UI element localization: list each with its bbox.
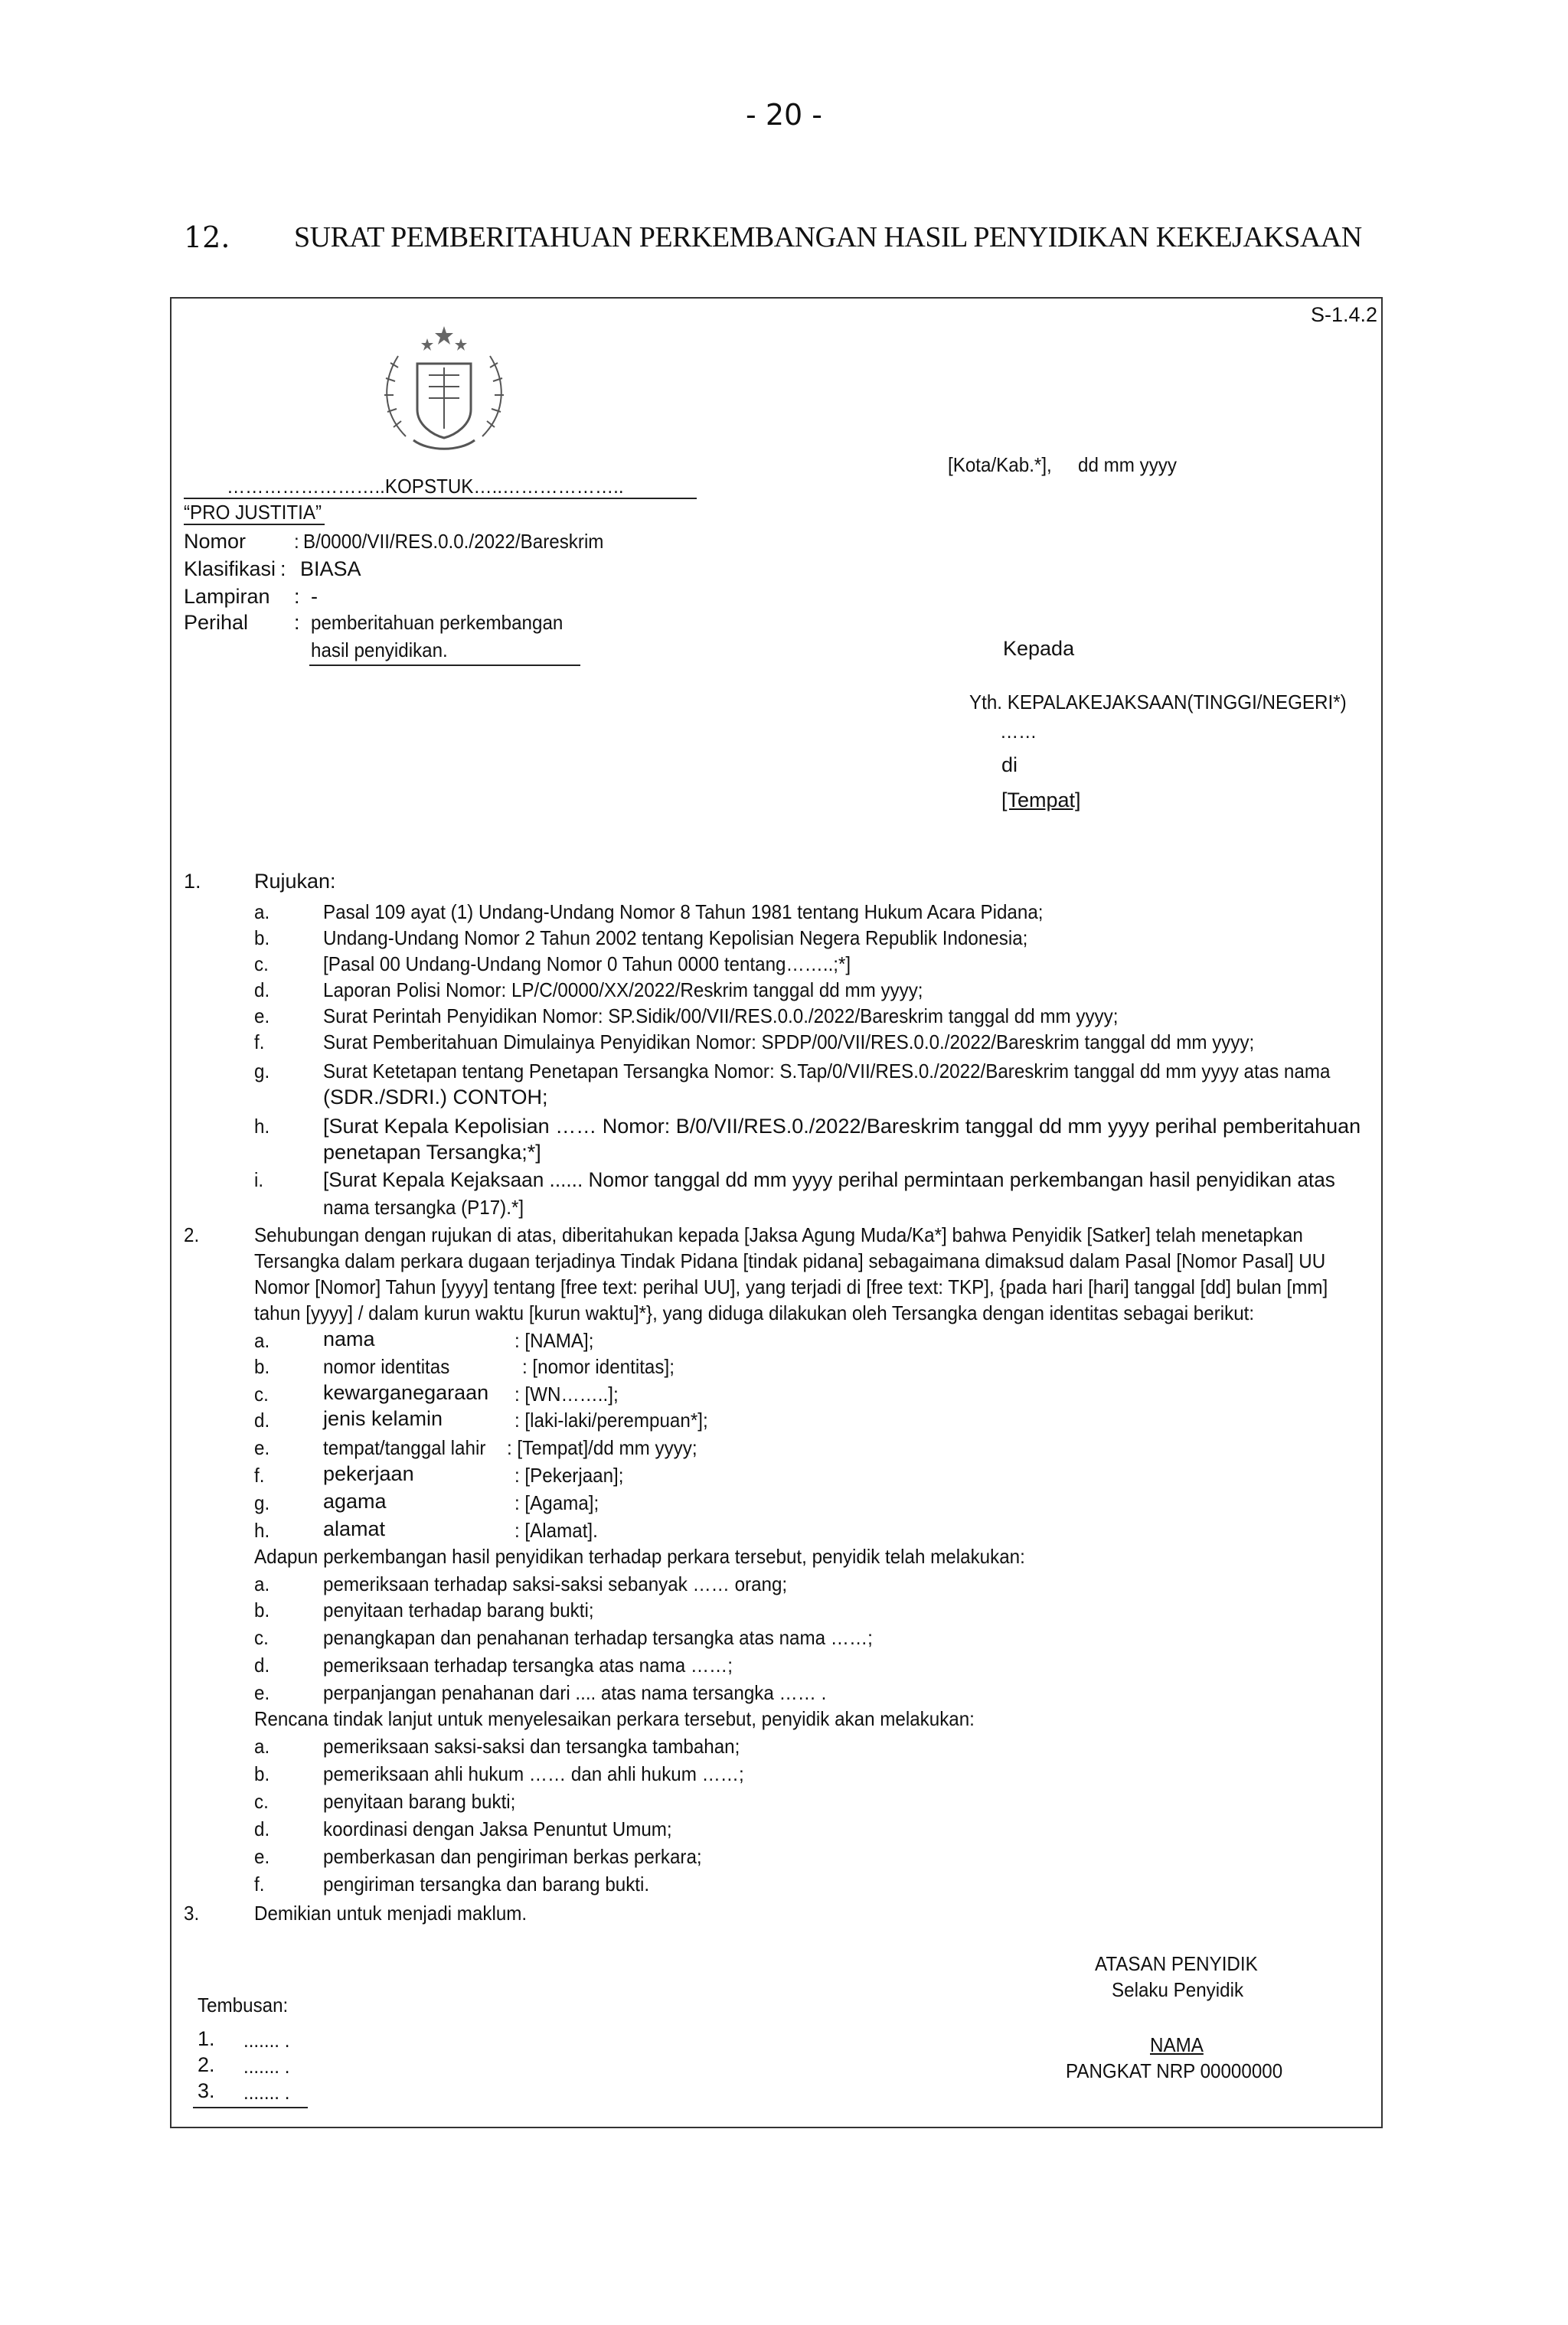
rujukan-item: [Surat Kepala Kepolisian …… Nomor: B/0/VII/RES.0./2022/Bareskrim tanggal dd mm yyyy perihal pemberitahuan — [323, 1115, 1361, 1138]
tembusan-marker: 3. — [198, 2079, 215, 2102]
tembusan-item: ....... . — [243, 2081, 290, 2104]
lampiran-label: Lampiran — [184, 585, 270, 608]
rujukan-item-cont: (SDR./SDRI.) CONTOH; — [323, 1086, 548, 1109]
rujukan-number: 1. — [184, 870, 201, 893]
plan-marker: f. — [254, 1873, 265, 1896]
form-code: S-1.4.2 — [1311, 303, 1378, 326]
lampiran-sep: : — [294, 585, 300, 608]
nomor-value: B/0000/VII/RES.0.0./2022/Bareskrim — [303, 530, 604, 553]
nomor-sep: : — [294, 530, 299, 553]
rujukan-marker: g. — [254, 1060, 270, 1082]
para3-text: Demikian untuk menjadi maklum. — [254, 1902, 528, 1925]
identity-value: : [WN……..]; — [514, 1383, 619, 1406]
perihal-value-line2: hasil penyidikan. — [311, 638, 448, 661]
rujukan-item: Surat Ketetapan tentang Penetapan Tersangka Nomor: S.Tap/0/VII/RES.0./2022/Bareskrim tanggal dd mm yyyy atas nama — [323, 1060, 1331, 1082]
rujukan-marker: i. — [254, 1168, 264, 1191]
rujukan-marker: f. — [254, 1030, 265, 1053]
identity-value: : [Pekerjaan]; — [514, 1464, 624, 1487]
plan-marker: a. — [254, 1735, 270, 1758]
identity-value: : [Agama]; — [514, 1491, 599, 1514]
tembusan-marker: 2. — [198, 2053, 215, 2076]
identity-value: : [laki-laki/perempuan*]; — [514, 1409, 708, 1432]
progress-marker: d. — [254, 1654, 270, 1677]
signature-name: NAMA — [1150, 2033, 1204, 2056]
plan-intro: Rencana tindak lanjut untuk menyelesaikan perkara tersebut, penyidik akan melakukan: — [254, 1707, 975, 1730]
rujukan-item: Pasal 109 ayat (1) Undang-Undang Nomor 8 Tahun 1981 tentang Hukum Acara Pidana; — [323, 900, 1044, 923]
signature-title: ATASAN PENYIDIK — [1095, 1952, 1258, 1975]
rujukan-item: Surat Pemberitahuan Dimulainya Penyidikan Nomor: SPDP/00/VII/RES.0.0./2022/Bareskrim tanggal dd mm yyyy; — [323, 1030, 1255, 1053]
pro-justitia-underline — [184, 524, 325, 525]
identity-marker: h. — [254, 1519, 270, 1542]
perihal-sep: : — [294, 611, 300, 634]
tembusan-marker: 1. — [198, 2027, 215, 2050]
identity-value: : [Tempat]/dd mm yyyy; — [507, 1436, 697, 1459]
identity-label: nama — [323, 1327, 375, 1350]
identity-value: : [Alamat]. — [514, 1519, 598, 1542]
identity-label: kewarganegaraan — [323, 1381, 489, 1404]
plan-marker: c. — [254, 1790, 269, 1813]
progress-item: perpanjangan penahanan dari .... atas nama tersangka …… . — [323, 1681, 827, 1704]
rujukan-item: Surat Perintah Penyidikan Nomor: SP.Sidik/00/VII/RES.0.0./2022/Bareskrim tanggal dd mm yyyy; — [323, 1004, 1119, 1027]
rujukan-item: Undang-Undang Nomor 2 Tahun 2002 tentang Kepolisian Negera Republik Indonesia; — [323, 926, 1028, 949]
identity-marker: b. — [254, 1355, 270, 1378]
plan-item: pemeriksaan ahli hukum …… dan ahli hukum ……; — [323, 1762, 744, 1785]
rujukan-item-cont: penetapan Tersangka;*] — [323, 1141, 541, 1164]
rujukan-marker: d. — [254, 978, 270, 1001]
tembusan-item: ....... . — [243, 2055, 290, 2078]
kopstuk-text: ……………………..KOPSTUK…..……………….. — [227, 475, 624, 498]
rujukan-marker: c. — [254, 952, 269, 975]
klasifikasi-sep: : — [280, 557, 286, 580]
para2-line: Tersangka dalam perkara dugaan terjadinya Tindak Pidana [tindak pidana] sebagaimana dimaksud dalam Pasal [Nomor Pasal] UU — [254, 1249, 1326, 1272]
progress-marker: e. — [254, 1681, 270, 1704]
section-number: 12. — [184, 220, 230, 254]
pro-justitia: “PRO JUSTITIA” — [184, 501, 322, 524]
progress-marker: a. — [254, 1572, 270, 1595]
para2-number: 2. — [184, 1223, 200, 1246]
recipient-tempat: [Tempat] — [1001, 789, 1081, 811]
kopstuk-underline — [184, 498, 697, 499]
page-number: - 20 - — [746, 98, 822, 132]
progress-marker: c. — [254, 1626, 269, 1649]
plan-item: penyitaan barang bukti; — [323, 1790, 516, 1813]
klasifikasi-value: BIASA — [300, 557, 361, 580]
progress-item: pemeriksaan terhadap tersangka atas nama ……; — [323, 1654, 733, 1677]
identity-marker: g. — [254, 1491, 270, 1514]
identity-label: nomor identitas — [323, 1355, 450, 1378]
place-date: [Kota/Kab.*], — [948, 453, 1052, 476]
identity-value: : [nomor identitas]; — [522, 1355, 675, 1378]
plan-item: koordinasi dengan Jaksa Penuntut Umum; — [323, 1817, 672, 1840]
plan-marker: e. — [254, 1845, 270, 1868]
progress-item: penangkapan dan penahanan terhadap tersangka atas nama ……; — [323, 1626, 873, 1649]
plan-item: pemberkasan dan pengiriman berkas perkara; — [323, 1845, 702, 1868]
rujukan-item-cont: nama tersangka (P17).*] — [323, 1196, 524, 1219]
plan-marker: b. — [254, 1762, 270, 1785]
recipient-yth: Yth. KEPALAKEJAKSAAN(TINGGI/NEGERI*) — [969, 691, 1347, 714]
progress-marker: b. — [254, 1598, 270, 1621]
plan-item: pemeriksaan saksi-saksi dan tersangka tambahan; — [323, 1735, 740, 1758]
kepada-label: Kepada — [1003, 637, 1075, 660]
police-emblem-icon — [375, 322, 513, 456]
klasifikasi-label: Klasifikasi — [184, 557, 276, 580]
rujukan-title: Rujukan: — [254, 870, 336, 893]
tembusan-item: ....... . — [243, 2029, 290, 2052]
tembusan-title: Tembusan: — [198, 1994, 289, 2016]
para2-line: Sehubungan dengan rujukan di atas, diberitahukan kepada [Jaksa Agung Muda/Ka*] bahwa Penyidik [Satker] telah menetapkan — [254, 1223, 1303, 1246]
para3-number: 3. — [184, 1902, 200, 1925]
identity-marker: f. — [254, 1464, 265, 1487]
rujukan-item: Laporan Polisi Nomor: LP/C/0000/XX/2022/Reskrim tanggal dd mm yyyy; — [323, 978, 923, 1001]
para2-line: tahun [yyyy] / dalam kurun waktu [kurun waktu]*}, yang diduga dilakukan oleh Tersangka dengan identitas sebagai berikut: — [254, 1301, 1255, 1324]
letter-date: dd mm yyyy — [1078, 453, 1177, 476]
tembusan-underline — [193, 2107, 308, 2108]
identity-label: pekerjaan — [323, 1462, 414, 1485]
progress-item: penyitaan terhadap barang bukti; — [323, 1598, 594, 1621]
para2-line: Nomor [Nomor] Tahun [yyyy] tentang [free text: perihal UU], yang terjadi di [free text: TKP], {pada hari [hari] tanggal [dd] bulan [mm] — [254, 1275, 1328, 1298]
progress-item: pemeriksaan terhadap saksi-saksi sebanyak …… orang; — [323, 1572, 788, 1595]
plan-item: pengiriman tersangka dan barang bukti. — [323, 1873, 650, 1896]
perihal-value: pemberitahuan perkembangan — [311, 611, 564, 634]
rujukan-marker: h. — [254, 1115, 270, 1138]
identity-marker: d. — [254, 1409, 270, 1432]
identity-label: tempat/tanggal lahir — [323, 1436, 486, 1459]
rujukan-marker: b. — [254, 926, 270, 949]
recipient-di: di — [1001, 753, 1018, 776]
rujukan-item: [Surat Kepala Kejaksaan ...... Nomor tanggal dd mm yyyy perihal permintaan perkembangan hasil penyidikan atas — [323, 1168, 1335, 1191]
identity-label: alamat — [323, 1517, 386, 1540]
perihal-underline — [309, 665, 580, 666]
nomor-label: Nomor — [184, 530, 247, 553]
identity-label: agama — [323, 1490, 387, 1513]
progress-intro: Adapun perkembangan hasil penyidikan terhadap perkara tersebut, penyidik telah melakukan: — [254, 1545, 1025, 1568]
section-title: SURAT PEMBERITAHUAN PERKEMBANGAN HASIL PENYIDIKAN KEKEJAKSAAN — [294, 221, 1362, 253]
identity-marker: a. — [254, 1329, 270, 1352]
rujukan-marker: a. — [254, 900, 270, 923]
lampiran-value: - — [311, 585, 318, 608]
rujukan-marker: e. — [254, 1004, 270, 1027]
perihal-label: Perihal — [184, 611, 249, 634]
recipient-dots: …… — [1000, 720, 1037, 743]
identity-label: jenis kelamin — [323, 1407, 443, 1430]
signature-rank: PANGKAT NRP 00000000 — [1066, 2059, 1283, 2082]
signature-subtitle: Selaku Penyidik — [1112, 1978, 1244, 2001]
plan-marker: d. — [254, 1817, 270, 1840]
identity-marker: c. — [254, 1383, 269, 1406]
identity-marker: e. — [254, 1436, 270, 1459]
rujukan-item: [Pasal 00 Undang-Undang Nomor 0 Tahun 0000 tentang……..;*] — [323, 952, 851, 975]
identity-value: : [NAMA]; — [514, 1329, 594, 1352]
